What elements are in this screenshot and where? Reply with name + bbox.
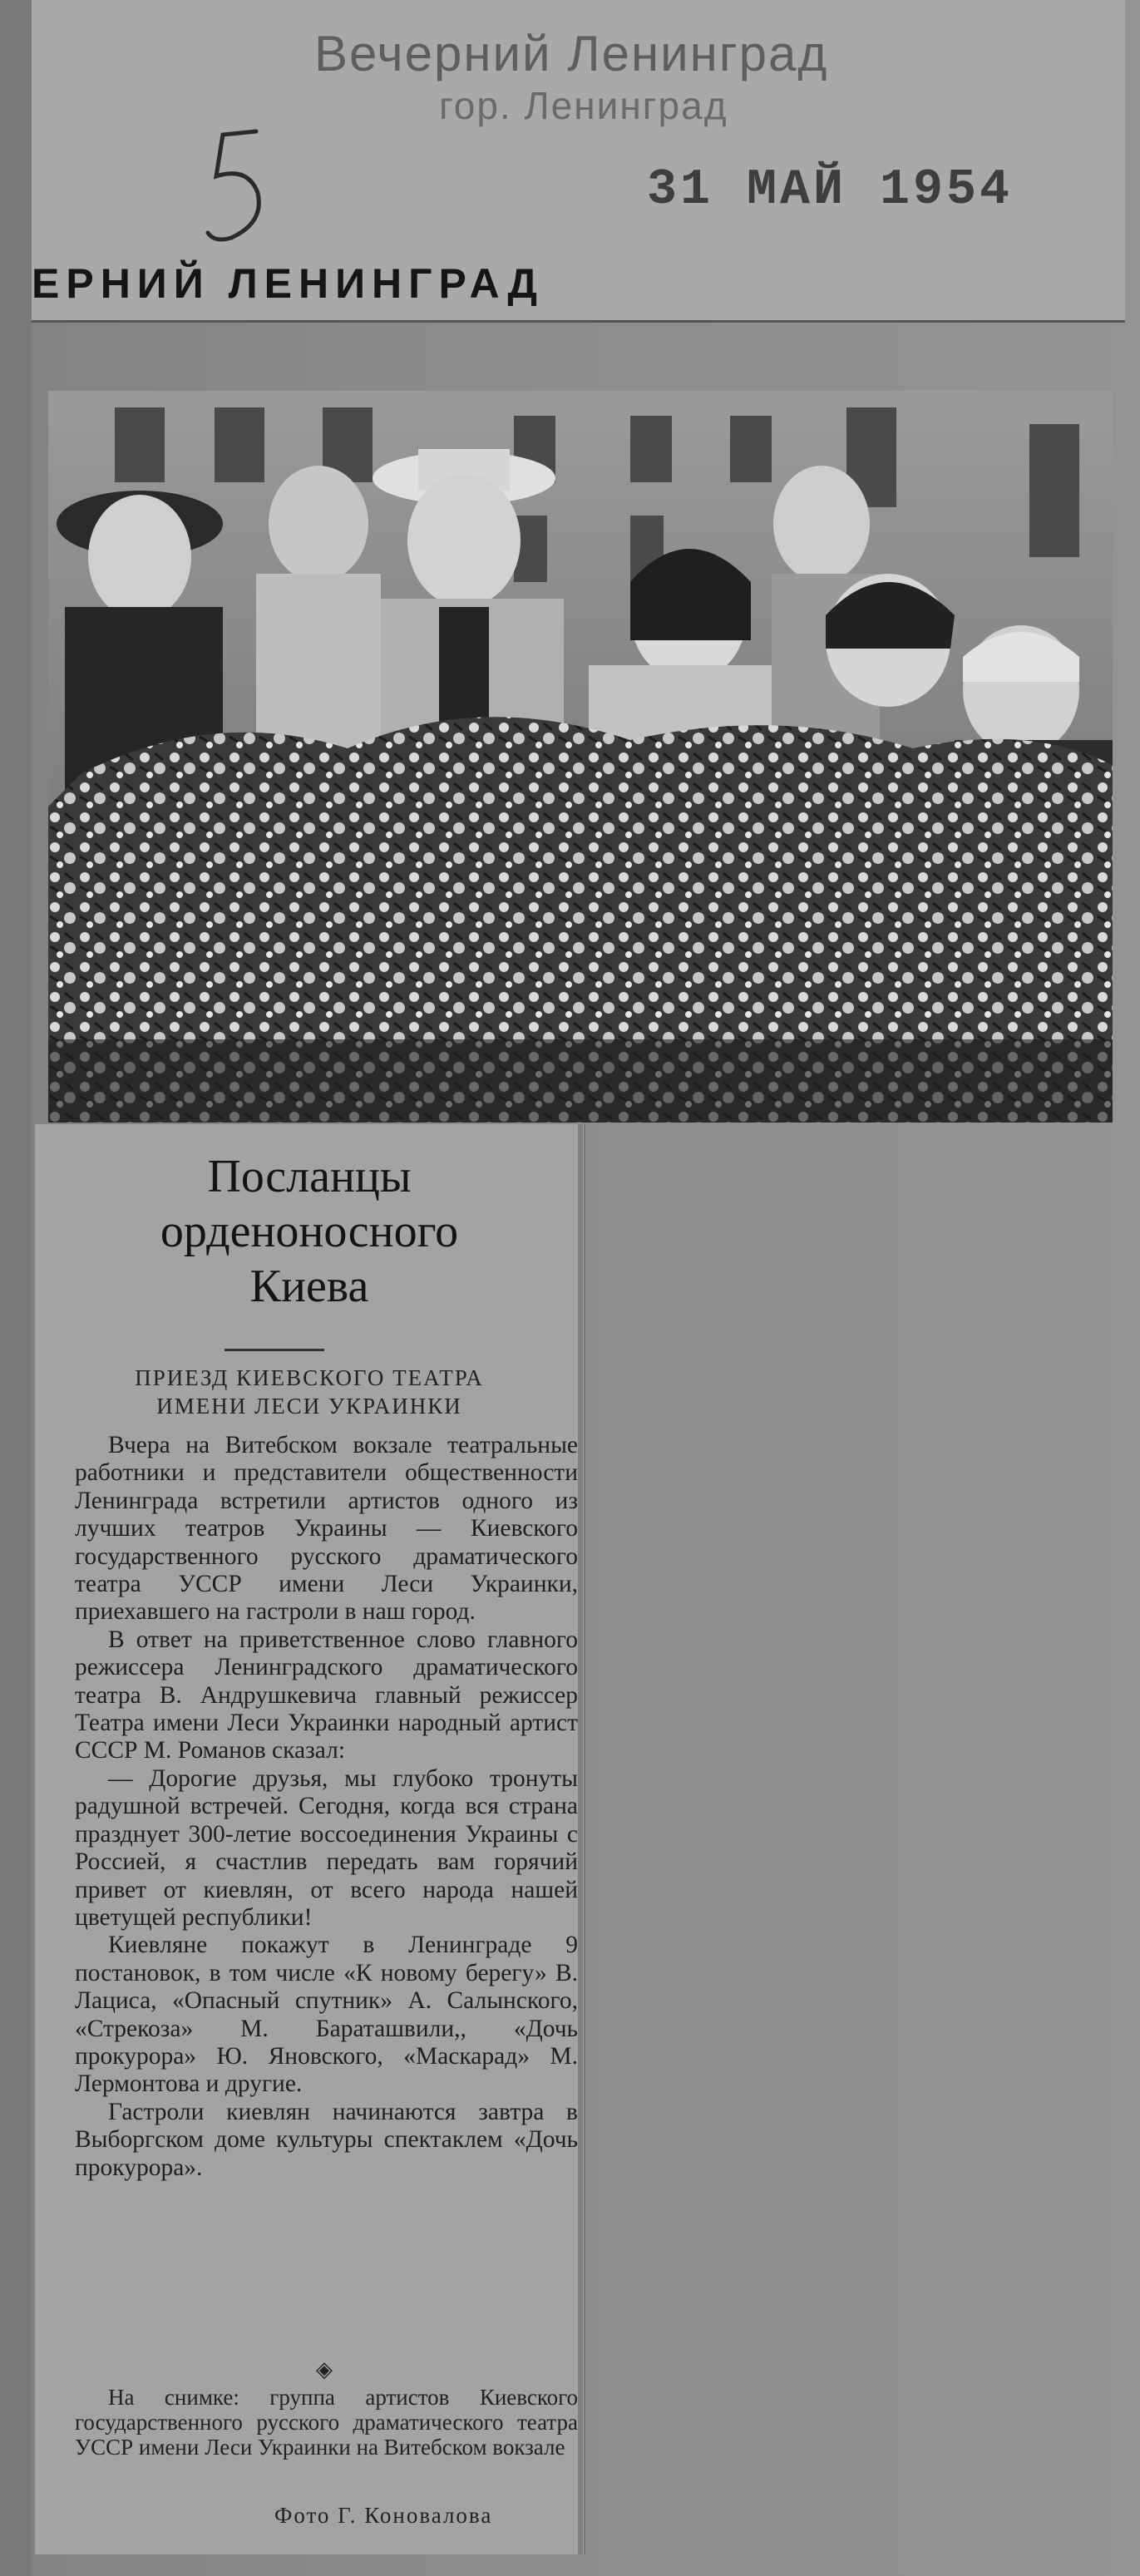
- article-paragraph: Киевляне покажут в Ленинграде 9 постановок, в том числе «К новому берегу» В. Лациса, «Опасный спутник» А. Салынского, «Стрекоза» М. Бараташвили,, «Дочь прокурора» Ю. Яновского, «Маскарад» М. Лермонтова и другие.: [75, 1932, 578, 2098]
- photo-caption: На снимке: группа артистов Киевского государственного русского драматического театра УССР имени Леси Украинки на Витебском вокзале: [75, 2385, 578, 2460]
- headline-line: Посланцы: [207, 1151, 412, 1202]
- article-paragraph: — Дорогие друзья, мы глубоко тронуты радушной встречей. Сегодня, когда вся страна празднует 300-летие воссоединения Украины с Россией, я счастлив передать вам горячий привет от киевлян, от всего народа нашей цветущей республики!: [75, 1764, 578, 1931]
- article-paragraph: Вчера на Витебском вокзале театральные работники и представители общественности Ленинграда встретили артистов одного из лучших театров Украины — Киевского государственного русского драматического театра УССР имени Леси Украинки, приехавшего на гастроли в наш город.: [75, 1432, 578, 1626]
- photo-credit: Фото Г. Коновалова: [274, 2503, 493, 2528]
- headline-rule: [225, 1349, 324, 1351]
- group-photo: [48, 391, 1113, 1123]
- clipping-edge: [578, 1124, 583, 2554]
- article-body: [75, 1432, 578, 2182]
- article-paragraph: Гастроли киевлян начинаются завтра в Выборгском доме культуры спектаклем «Дочь прокурора».: [75, 2098, 578, 2181]
- article-paragraph: В ответ на приветственное слово главного режиссера Ленинградского драматического театра В. Андрушкевича главный режиссер Театра имени Леси Украинки народный артист СССР М. Романов сказал:: [75, 1626, 578, 1764]
- stamp-city: гор. Ленинград: [439, 84, 728, 127]
- headline-line: Киева: [249, 1261, 369, 1312]
- masthead: ЕРНИЙ ЛЕНИНГРАД: [32, 260, 545, 307]
- article-subhead: [35, 1364, 584, 1420]
- masthead-rule: [32, 320, 1125, 323]
- article-headline: [35, 1149, 584, 1314]
- group-photo-image: [48, 391, 1113, 1123]
- stamp-publication: Вечерний Ленинград: [314, 26, 829, 81]
- ornament-icon: ◈: [316, 2357, 333, 2381]
- headline-line: орденоносного: [160, 1206, 459, 1257]
- board-edge: [0, 0, 32, 2576]
- stamp-date: 31 МАЙ 1954: [647, 162, 1014, 219]
- subhead-line: ИМЕНИ ЛЕСИ УКРАИНКИ: [156, 1394, 462, 1419]
- subhead-line: ПРИЕЗД КИЕВСКОГО ТЕАТРА: [135, 1365, 484, 1390]
- handwritten-mark-icon: [198, 125, 281, 249]
